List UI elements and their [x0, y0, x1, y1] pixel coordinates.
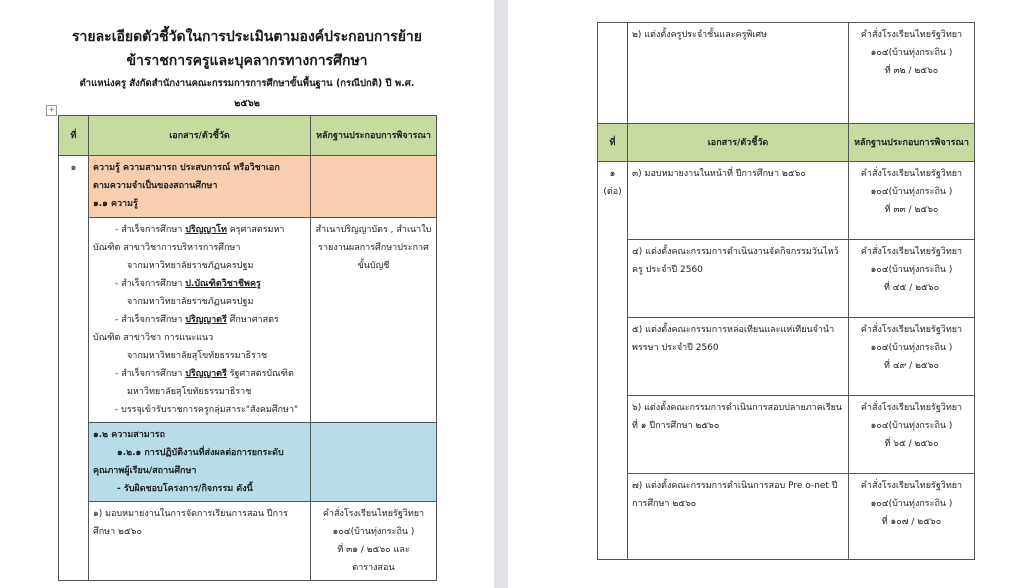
table-row-ability [59, 423, 437, 502]
doc-subtitle-year: ๒๕๖๒ [234, 98, 260, 109]
row-evidence: คำสั่งโรงเรียนไทยรัฐวิทยา ๑๐๔(บ้านทุ่งกระถิน ) ที่ ๔๙ / ๒๕๖๐ [849, 318, 975, 396]
item-1-text: ๑) มอบหมายงานในการจัดการเรียนการสอน ปีการศึกษา ๒๕๖๐ [89, 502, 311, 581]
top-row-evidence: คำสั่งโรงเรียนไทยรัฐวิทยา ๑๐๔(บ้านทุ่งกระถิน ) ที่ ๓๒ / ๒๕๖๐ [849, 23, 975, 124]
knowledge-line: จากมหาวิทยาลัยสุโขทัยธรรมาธิราช [127, 351, 268, 361]
table-row [598, 318, 975, 396]
row-text: ๕) แต่งตั้งคณะกรรมการหล่อเทียนและแห่เทียนจำนำพรรษา ประจำปี 2560 [628, 318, 849, 396]
ability-line-2: ๑.๒.๑ การปฏิบัติงานที่ส่งผลต่อการยกระดับ [117, 448, 284, 458]
section-1-title-cell [89, 156, 311, 218]
knowledge-cell [89, 218, 311, 423]
knowledge-line: - สำเร็จการศึกษา ปริญญาตรี ศึกษาศาสตร [115, 315, 279, 325]
doc-title-line-2: ข้าราชการครูและบุคลากรทางการศึกษา [126, 53, 368, 69]
knowledge-evidence: สำเนาปริญญาบัตร , สำเนาใบรายงานผลการศึกษาประกาศขั้นบัญชี [311, 218, 437, 423]
row-text: ๔) แต่งตั้งคณะกรรมการดำเนินงานจัดกิจกรรมวันไหว้ครู ประจำปี 2560 [628, 240, 849, 318]
ability-line-3: คุณภาพผู้เรียน/สถานศึกษา [93, 466, 197, 476]
table-row-top [598, 23, 975, 124]
header-doc: เอกสาร/ตัวชี้วัด [628, 124, 849, 162]
table-move-handle-icon[interactable]: + [46, 105, 57, 116]
table-header-row [598, 124, 975, 162]
row-evidence: คำสั่งโรงเรียนไทยรัฐวิทยา ๑๐๔(บ้านทุ่งกระถิน ) ที่ ๔๕ / ๒๕๖๐ [849, 240, 975, 318]
header-evidence: หลักฐานประกอบการพิจารณา [849, 124, 975, 162]
section-1-evidence-cell [311, 156, 437, 218]
header-no: ที่ [59, 116, 89, 156]
knowledge-line: จากมหาวิทยาลัยราชภัฏนครปฐม [127, 297, 254, 307]
ability-line-1: ๑.๒ ความสามารถ [93, 430, 166, 440]
header-evidence: หลักฐานประกอบการพิจารณา [311, 116, 437, 156]
knowledge-line: - สำเร็จการศึกษา ปริญญาโท ครุศาสตรมหา [115, 225, 285, 235]
row-text: ๓) มอบหมายงานในหน้าที่ ปีการศึกษา ๒๕๖๐ [628, 162, 849, 240]
ability-cell [89, 423, 311, 502]
table-row-knowledge [59, 218, 437, 423]
header-doc: เอกสาร/ตัวชี้วัด [89, 116, 311, 156]
top-row-text: ๒) แต่งตั้งครูประจำชั้นและครูพิเศษ [628, 23, 849, 124]
table-row [598, 396, 975, 474]
row-text: ๗) แต่งตั้งคณะกรรมการดำเนินการสอบ Pre o-net ปีการศึกษา ๒๕๖๐ [628, 474, 849, 560]
top-row-no-cell [598, 23, 628, 124]
document-page-left [0, 0, 494, 588]
knowledge-line: บัณฑิต สาขาวิชา การแนะแนว [93, 333, 214, 343]
table-row [598, 240, 975, 318]
ability-line-4: - รับผิดชอบโครงการ/กิจกรรม ดังนี้ [117, 484, 253, 494]
header-no: ที่ [598, 124, 628, 162]
knowledge-line: - สำเร็จการศึกษา ป.บัณฑิตวิชาชีพครู [115, 279, 261, 289]
section-1-sub: ๑.๑ ความรู้ [93, 199, 138, 209]
row-evidence: คำสั่งโรงเรียนไทยรัฐวิทยา ๑๐๔(บ้านทุ่งกระถิน ) ที่ ๓๓ / ๒๕๖๐ [849, 162, 975, 240]
section-1-title-a: ความรู้ ความสามารถ ประสบการณ์ หรือวิชาเอก [93, 163, 280, 173]
criteria-table-right [597, 22, 975, 560]
page-gutter [494, 0, 508, 588]
table-row-section-1 [59, 156, 437, 218]
knowledge-line: จากมหาวิทยาลัยราชภัฏนครปฐม [127, 261, 254, 271]
row-text: ๖) แต่งตั้งคณะกรรมการดำเนินการสอบปลายภาคเรียนที่ ๑ ปีการศึกษา ๒๕๖๐ [628, 396, 849, 474]
ability-evidence-cell [311, 423, 437, 502]
doc-title-line-1: รายละเอียดตัวชี้วัดในการประเมินตามองค์ประกอบการย้าย [72, 29, 422, 45]
row-number: ๑ [59, 156, 89, 581]
row-evidence: คำสั่งโรงเรียนไทยรัฐวิทยา ๑๐๔(บ้านทุ่งกระถิน ) ที่ ๑๐๗ / ๒๕๖๐ [849, 474, 975, 560]
row-evidence: คำสั่งโรงเรียนไทยรัฐวิทยา ๑๐๔(บ้านทุ่งกระถิน ) ที่ ๖๕ / ๒๕๖๐ [849, 396, 975, 474]
table-row [598, 474, 975, 560]
knowledge-line: มหาวิทยาลัยสุโขทัยธรรมาธิราช [127, 387, 252, 397]
table-header-row [59, 116, 437, 156]
knowledge-line: บัณฑิต สาขาวิชาการบริหารการศึกษา [93, 243, 241, 253]
table-row [598, 162, 975, 240]
item-1-evidence: คำสั่งโรงเรียนไทยรัฐวิทยา ๑๐๔(บ้านทุ่งกระถิน ) ที่ ๓๑ / ๒๕๖๐ และ ตารางสอน [311, 502, 437, 581]
section-1-title-b: ตามความจำเป็นของสถานศึกษา [93, 181, 218, 191]
doc-subtitle-line-1: ตำแหน่งครู สังกัดสำนักงานคณะกรรมการการศึกษาขั้นพื้นฐาน (กรณีปกติ) ปี พ.ศ. [79, 78, 415, 89]
table-row-item-1 [59, 502, 437, 581]
knowledge-line: - บรรจุเข้ารับราชการครูกลุ่มสาระ"สังคมศึกษา" [115, 405, 299, 415]
knowledge-line: - สำเร็จการศึกษา ปริญญาตรี รัฐศาสตรบัณฑิต [115, 369, 294, 379]
row-number-continued: ๑ (ต่อ) [598, 162, 628, 560]
criteria-table-left [58, 115, 437, 581]
